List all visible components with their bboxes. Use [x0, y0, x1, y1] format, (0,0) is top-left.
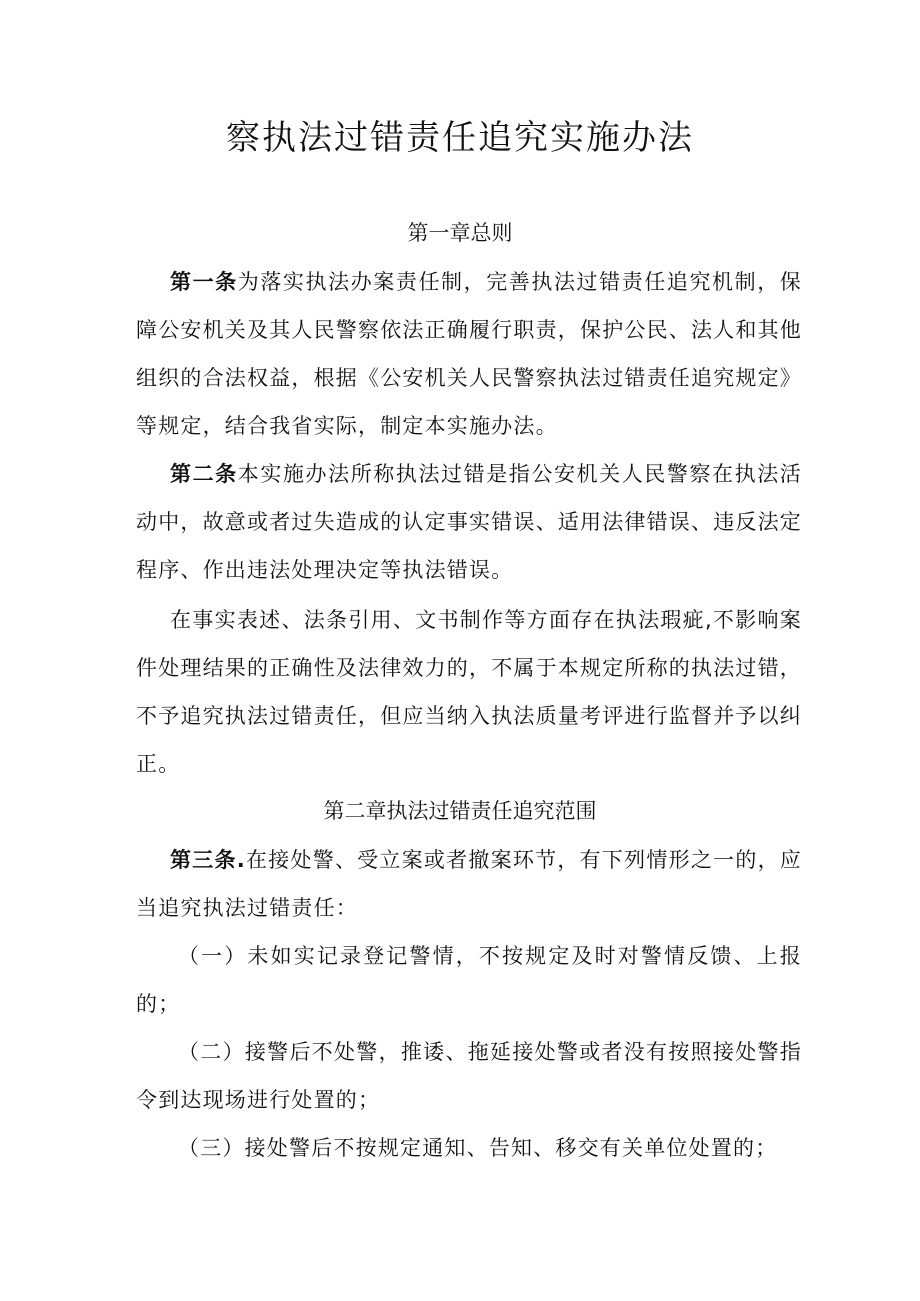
- article-1-label: 第一条: [170, 270, 238, 294]
- article-3-item-1: （一）未如实记录登记警情，不按规定及时对警情反馈、上报的；: [136, 944, 802, 1016]
- chapter-heading-1: 第一章总则: [407, 221, 513, 245]
- flaw-paragraph: 在事实表述、法条引用、文书制作等方面存在执法瑕疵,不影响案件处理结果的正确性及法律效力的，不属于本规定所称的执法过错，不予追究执法过错责任，但应当纳入执法质量考评进行监督并予以纠正。: [136, 608, 802, 776]
- article-2-text: 本实施办法所称执法过错是指公安机关人民警察在执法活动中，故意或者过失造成的认定事实错误、适用法律错误、违反法定程序、作出违法处理决定等执法错误。: [136, 462, 802, 582]
- article-2-label: 第二条: [170, 462, 238, 486]
- article-3-paragraph: [136, 836, 802, 932]
- article-3-item-3: （三）接处警后不按规定通知、告知、移交有关单位处置的；: [178, 1136, 778, 1160]
- article-3-label: 第三条.: [170, 848, 246, 872]
- article-3-item-2: （二）接警后不处警，推诿、拖延接处警或者没有按照接处警指令到达现场进行处置的；: [136, 1040, 802, 1112]
- chapter-heading-2: 第二章执法过错责任追究范围: [323, 799, 597, 823]
- article-1-paragraph: [136, 258, 802, 450]
- article-1-text: 为落实执法办案责任制，完善执法过错责任追究机制，保障公安机关及其人民警察依法正确履行职责，保护公民、法人和其他组织的合法权益，根据《公安机关人民警察执法过错责任追究规定》等规定，结合我省实际，制定本实施办法。: [136, 270, 802, 438]
- article-3-text: 在接处警、受立案或者撤案环节，有下列情形之一的，应当追究执法过错责任：: [136, 848, 803, 920]
- document-title: 察执法过错责任追究实施办法: [226, 118, 694, 158]
- article-2-paragraph: [136, 450, 802, 594]
